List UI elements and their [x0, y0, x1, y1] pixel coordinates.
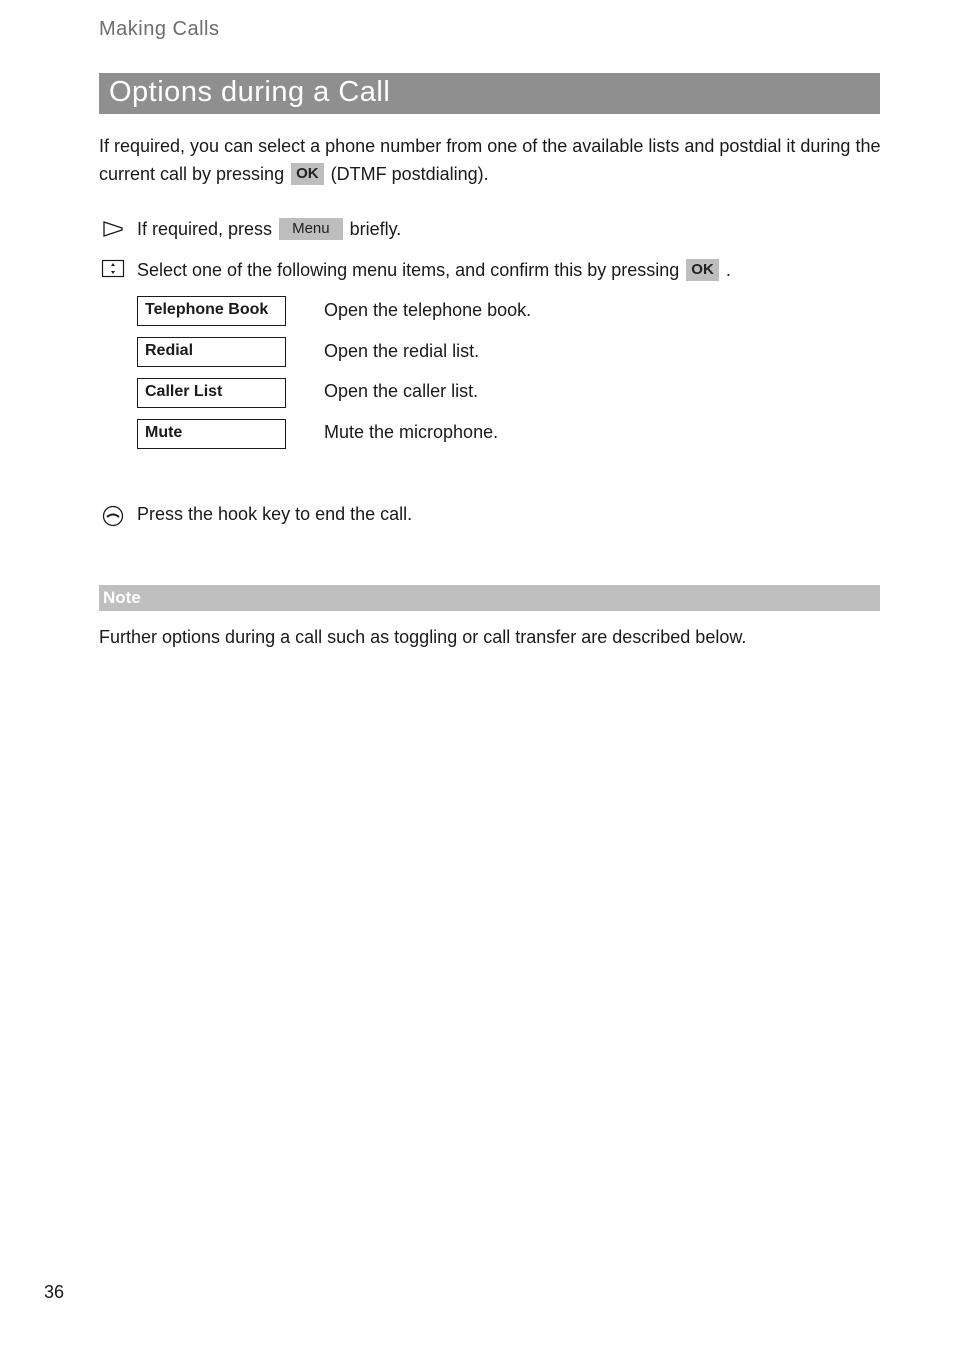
menu-item-caller-list	[137, 378, 286, 408]
note-bar	[99, 585, 880, 611]
hook-key-icon	[101, 505, 125, 527]
step-1-tail: briefly.	[349, 219, 402, 239]
section-title-bar	[99, 73, 880, 114]
menu-item-description: Mute the microphone.	[324, 422, 499, 442]
navigation-key-icon	[101, 259, 125, 281]
intro-line-2-tail: (DTMF postdialing).	[330, 164, 489, 184]
running-head: Making Calls	[99, 18, 220, 40]
step-1	[137, 218, 401, 240]
step-2-tail: .	[725, 260, 731, 280]
step-3-text: Press the hook key to end the call.	[137, 504, 413, 524]
note-text: Further options during a call such as toggling or call transfer are described below.	[99, 627, 747, 647]
menu-item-description: Open the telephone book.	[324, 300, 532, 320]
ok-key-2: OK	[686, 259, 719, 281]
menu-item-label: Telephone Book	[145, 301, 269, 318]
menu-item-description: Open the redial list.	[324, 341, 480, 361]
menu-key: Menu	[279, 218, 343, 240]
step-1-text: If required, press	[137, 219, 273, 239]
menu-item-label: Redial	[145, 342, 194, 359]
menu-item-label: Caller List	[145, 383, 223, 400]
section-title: Options during a Call	[109, 76, 391, 108]
intro-line-1: If required, you can select a phone number from one of the available lists and postdial it during the	[99, 136, 881, 156]
page-number: 36	[44, 1282, 65, 1302]
menu-item-telephone-book	[137, 296, 286, 326]
note-heading: Note	[103, 588, 141, 607]
softkey-arrow-icon	[101, 219, 125, 241]
step-2	[137, 259, 731, 281]
menu-item-label: Mute	[145, 424, 183, 441]
menu-item-redial	[137, 337, 286, 367]
intro-line-2-text: current call by pressing	[99, 164, 285, 184]
menu-item-mute	[137, 419, 286, 449]
intro-line-2	[99, 163, 489, 185]
ok-key: OK	[291, 163, 324, 185]
menu-item-description: Open the caller list.	[324, 381, 479, 401]
step-2-text: Select one of the following menu items, and confirm this by pressing	[137, 260, 680, 280]
